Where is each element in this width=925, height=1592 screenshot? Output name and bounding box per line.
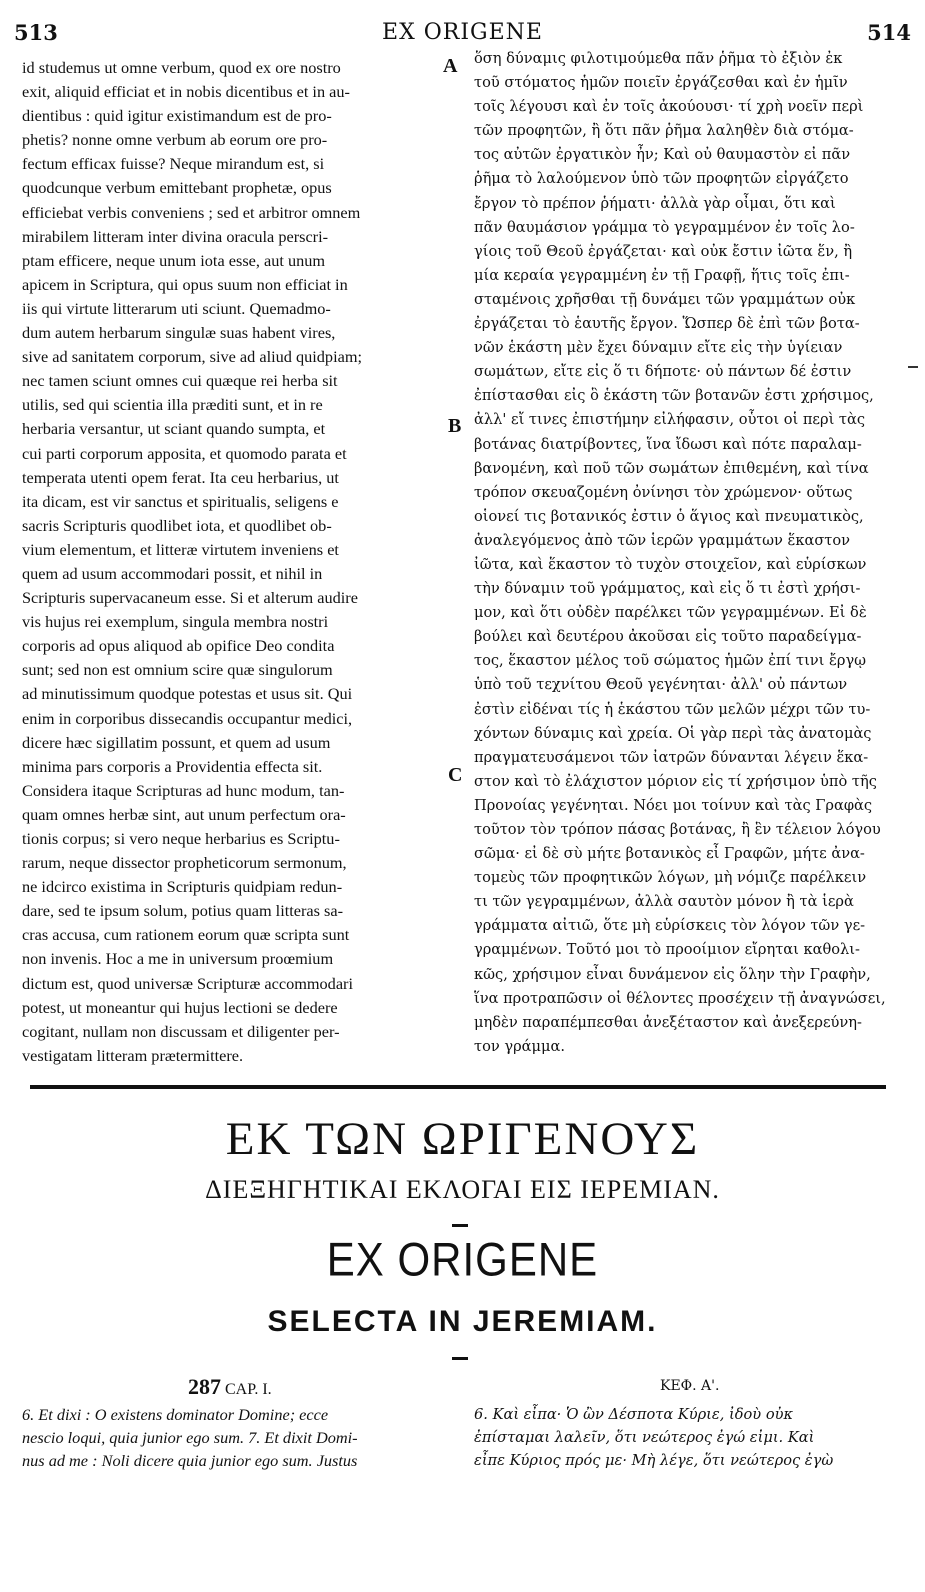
latin-verse-text	[22, 1403, 452, 1472]
latin-text-line: quam omnes herbæ sint, aut unum perfectum ora-	[22, 804, 346, 824]
greek-text-line: μία κεραία γεγραμμένη ἐν τῇ Γραφῇ, ἥτις τοῖς ἐπι-	[474, 266, 850, 284]
section-rule	[30, 1085, 886, 1089]
latin-main-title: EX ORIGENE	[326, 1233, 599, 1286]
greek-text-line: βανομένη, καὶ ποῦ τῶν σωμάτων ἐπιθεμένη, καὶ τίνα	[474, 459, 869, 477]
greek-text-line: τι τῶν γεγραμμένων, ἀλλὰ σαυτὸν μόνον ἢ τὰ ἱερὰ	[474, 893, 854, 911]
latin-text-line: fectum efficax fuisse? Neque mirandum est, si	[22, 154, 325, 174]
latin-text-line: cogitant, nullam non discussam et diligenter per-	[22, 1021, 340, 1041]
greek-text-line: γράμματα αἰτιῶ, ὅτε μὴ εὑρίσκεις τὸν λόγον τῶν γε-	[474, 917, 866, 935]
margin-marker-a: A	[443, 55, 458, 77]
greek-chapter-heading: ΚΕΦ. Α'.	[660, 1378, 720, 1394]
latin-chapter-label: CAP. I.	[225, 1381, 272, 1398]
greek-text-line: βοτάνας διατρίβοντες, ἵνα ἴδωσι καὶ πότε παραλαμ-	[474, 435, 862, 453]
greek-text-line: τος αὐτῶν ἐργατικὸν ἦν; Καὶ οὐ θαυμαστὸν εἰ πᾶν	[474, 146, 851, 164]
latin-text-line: vestigatam litteram prætermittere.	[22, 1045, 244, 1065]
greek-text-line: ἐπίστασθαι εἰς ὃ ἑκάστη τῶν βοτανῶν ἐστι χρήσιμος,	[474, 387, 874, 405]
greek-text-line: σῶμα· εἰ δὲ σὺ μήτε βοτανικὸς εἶ Γραφῶν, μήτε ἀνα-	[474, 845, 865, 863]
column-number: 287	[188, 1374, 221, 1399]
latin-text-line: utilis, sed qui scientia illa præditi sunt, et in re	[22, 395, 323, 415]
latin-text-line: quodcunque verbum emittebant prophetæ, opus	[22, 178, 332, 198]
greek-text-line: ὑπὸ τοῦ τεχνίτου Θεοῦ γεγένηται· ἀλλ' οὐ πάντων	[474, 676, 848, 694]
greek-text-line: ἀναλεγόμενος ἀπὸ τῶν ἱερῶν γραμμάτων ἕκαστον	[474, 531, 851, 549]
latin-text-line: vium elementum, et litteræ virtutem inveniens et	[22, 539, 339, 559]
greek-text-line: πᾶν θαυμάσιον γράμμα τὸ γεγραμμένον ἐν τοῖς λο-	[474, 218, 855, 236]
latin-text-line: ita dicam, est vir sanctus et spiritualis, seligens e	[22, 491, 339, 511]
greek-text-line: τρόπον σκευαζομένη ὀνίνησι τὸν χρώμενον· οὕτως	[474, 483, 853, 501]
greek-text-line: βούλει καὶ δευτέρου ἀκοῦσαι εἰς τοῦτο παραδείγμα-	[474, 628, 862, 646]
latin-text-line: vis hujus rei exemplum, singula membra nostri	[22, 612, 329, 632]
running-title: EX ORIGENE	[382, 20, 543, 45]
latin-text-line: potest, ut moneantur qui hujus lectioni se dedere	[22, 997, 338, 1017]
latin-text-line: non invenis. Hoc a me in universum proœmium	[22, 949, 334, 969]
latin-verse-line: nus ad me : Noli dicere quia junior ego sum. Justus	[22, 1451, 358, 1470]
latin-text-line: nec tamen sciunt omnes cui quæque rei herba sit	[22, 371, 338, 391]
greek-text-line: οἱονεί τις βοτανικός ἐστιν ὁ ἅγιος καὶ πνευματικὸς,	[474, 507, 864, 525]
latin-subtitle: SELECTA IN JEREMIAM.	[267, 1305, 658, 1338]
greek-text-line: σωμάτων, εἴτε εἰς ὅ τι δήποτε· οὐ πάντων δέ ἐστιν	[474, 363, 852, 381]
latin-text-line: efficiebat verbis conveniens ; sed et arbitror omnem	[22, 202, 361, 222]
latin-text-line: quem ad usum accommodari possit, et nihil in	[22, 563, 323, 583]
latin-text-line: iis qui virtute litterarum uti sciunt. Quemadmo-	[22, 298, 331, 318]
latin-chapter-heading	[188, 1374, 272, 1400]
margin-marker-b: B	[448, 415, 462, 437]
greek-text-line: ἐργάζεται τὸ ἑαυτῆς ἔργον. Ὥσπερ δὲ ἐπὶ τῶν βοτα-	[474, 315, 860, 333]
latin-text-line: Scripturis supervacaneum esse. Si et alterum audire	[22, 588, 358, 608]
latin-text-line: ne idcirco existima in Scripturis quidpiam redun-	[22, 877, 343, 897]
greek-text-line: πραγματευσάμενοι τῶν ἰατρῶν δύνανται λέγειν ἕκα-	[474, 748, 869, 766]
latin-text-line: cui parti corporum apposita, et quomodo parata et	[22, 443, 347, 463]
subtitle-dash	[452, 1357, 468, 1360]
greek-text-line: νῶν ἑκάστη μὲν ἔχει δύναμιν εἴτε εἰς τὴν ὑγίειαν	[474, 339, 843, 357]
running-head	[0, 18, 925, 48]
greek-text-line: τος, ἕκαστον μέλος τοῦ σώματος ἡμῶν ἐπί τινι ἔργῳ	[474, 652, 867, 670]
latin-text-line: enim in corporibus dissecandis occupantur medici,	[22, 708, 353, 728]
greek-text-line: τοῖς λέγουσι καὶ ἐν τοῖς ἀκούουσι· τί χρὴ νοεῖν περὶ	[474, 98, 864, 116]
latin-text-line: dictum est, quod universæ Scripturæ accommodari	[22, 973, 353, 993]
greek-main-title: ΕΚ ΤΩΝ ΩΡΙΓΕΝΟΥΣ	[225, 1113, 700, 1165]
margin-marker-c: C	[448, 764, 463, 786]
title-dash	[452, 1224, 468, 1227]
latin-text-line: apicem in Scriptura, qui opus suum non efficiat in	[22, 274, 348, 294]
greek-text-line: ῥῆμα τὸ λαλούμενον ὑπὸ τῶν προφητῶν εἰργάζετο	[474, 170, 849, 188]
latin-text-line: mirabilem litteram inter divina oracula perscri-	[22, 226, 329, 246]
greek-text-line: ἰῶτα, καὶ ἕκαστον τὸ τυχὸν στοιχεῖον, καὶ εὑρίσκων	[474, 555, 867, 573]
latin-text-line: sunt; sed non est omnium scire quæ singulorum	[22, 660, 333, 680]
latin-text-line: ptam efficere, neque unum iota esse, aut unum	[22, 250, 326, 270]
page-number-left: 513	[14, 20, 58, 45]
greek-text-line: τοῦ στόματος ἡμῶν ποιεῖν ἐργάζεσθαι καὶ ἐν ἡμῖν	[474, 74, 848, 92]
greek-text-line: τοῦτον τὸν τρόπον πάσας βοτάνας, ἢ ἓν τέλειον λόγου	[474, 821, 881, 838]
greek-text-line: ἵνα προτραπῶσιν οἱ θέλοντες προσέχειν τῇ ἀναγνώσει,	[474, 989, 886, 1007]
latin-text-line: sive ad sanitatem corporum, sive ad aliud quidpiam;	[22, 347, 363, 367]
latin-text-line: minima pars corporis a Providentia effecta sit.	[22, 756, 323, 776]
latin-text-line: corporis ad opus aliquod ab opifice Deo condita	[22, 636, 335, 656]
latin-text-line: dientibus : quid igitur existimandum est de pro-	[22, 106, 332, 126]
greek-text-line: τομεὺς τῶν προφητικῶν λόγων, μὴ νόμιζε παρέλκειν	[474, 869, 867, 887]
latin-verse-line: nescio loqui, quia junior ego sum. 7. Et dixit Domi-	[22, 1428, 358, 1447]
greek-text-line: μον, καὶ ὅτι οὐδὲν παρέλκει τῶν γεγραμμένων. Εἰ δὲ	[474, 604, 867, 622]
greek-verse-text	[474, 1403, 886, 1472]
greek-text-line: ἀλλ' εἴ τινες ἐπιστήμην εἰλήφασιν, οὗτοι οἱ περὶ τὰς	[474, 411, 866, 429]
greek-verse-line: 6. Καὶ εἶπα· Ὁ ὢν Δέσποτα Κύριε, ἰδοὺ οὐκ	[474, 1406, 794, 1423]
greek-text-column	[474, 47, 886, 1059]
greek-verse-line: εἶπε Κύριος πρός με· Μὴ λέγε, ὅτι νεώτερος ἐγὼ	[474, 1452, 834, 1469]
latin-text-line: sacris Scripturis quodlibet iota, et quodlibet ob-	[22, 515, 332, 535]
greek-text-line: ἐστὶν εἰδέναι τίς ἡ ἑκάστου τῶν μελῶν μέχρι τῶν τυ-	[474, 700, 871, 718]
latin-text-line: Considera itaque Scripturas ad hunc modum, tan-	[22, 780, 345, 800]
latin-verse-line: 6. Et dixi : O existens dominator Domine; ecce	[22, 1405, 329, 1424]
latin-text-line: cras accusa, cum rationem eorum quæ scripta sunt	[22, 925, 350, 945]
latin-text-line: dare, sed te ipsum solum, potius quam litteras sa-	[22, 901, 344, 921]
latin-text-line: dum autem herbarum singulæ suas habent vires,	[22, 323, 336, 343]
greek-text-line: τὴν δύναμιν τοῦ γράμματος, καὶ εἰς ὅ τι ἐστὶ χρήσι-	[474, 580, 861, 598]
latin-text-column	[22, 56, 452, 1068]
greek-verse-line: ἐπίσταμαι λαλεῖν, ὅτι νεώτερος ἐγώ εἰμι. Καὶ	[474, 1429, 815, 1446]
greek-text-line: μηδὲν παραπέμπεσθαι ἀνεξέταστον καὶ ἀνεξερεύνη-	[474, 1013, 862, 1031]
latin-text-line: rarum, neque dissector propheticorum sermonum,	[22, 853, 347, 873]
latin-text-line: id studemus ut omne verbum, quod ex ore nostro	[22, 58, 341, 77]
greek-text-line: χόντων δύναμις καὶ χρεία. Οἱ γὰρ περὶ τὰς ἀνατομὰς	[474, 724, 872, 742]
latin-text-line: temperata utenti opem ferat. Ita ceu herbarius, ut	[22, 467, 339, 487]
latin-text-line: tionis corpus; si vero neque herbarius es Scriptu-	[22, 829, 340, 848]
greek-text-line: γίοις τοῦ Θεοῦ ἐργάζεται· καὶ οὐκ ἔστιν ἰῶτα ἕν, ἢ	[474, 242, 853, 260]
latin-text-line: phetis? nonne omne verbum ab eorum ore pro-	[22, 130, 328, 150]
latin-text-line: exit, aliquid efficiat et in nobis dicentibus et in au-	[22, 82, 350, 102]
greek-text-line: γραμμένων. Τοῦτό μοι τὸ προοίμιον εἴρηται καθολι-	[474, 941, 860, 959]
greek-text-line: ἔργον τὸ πρέπον ῥήματι· ἀλλὰ γὰρ οἶμαι, ὅτι καὶ	[474, 194, 836, 212]
greek-text-line: στον καὶ τὸ ἐλάχιστον μόριον εἰς τί χρήσιμον ὑπὸ τῆς	[474, 772, 877, 790]
page-number-right: 514	[867, 20, 911, 45]
greek-text-line: τον γράμμα.	[474, 1037, 565, 1055]
greek-text-line: σταμένοις χρῆσθαι τῇ δυνάμει τῶν γραμμάτων οὐκ	[474, 290, 856, 308]
greek-text-line: τῶν προφητῶν, ἢ ὅτι πᾶν ῥῆμα λαληθὲν διὰ στόμα-	[474, 122, 854, 140]
latin-text-line: ad minutissimum quodque potestas et usus sit. Qui	[22, 684, 353, 704]
greek-subtitle: ΔΙΕΞΗΓΗΤΙΚΑΙ ΕΚΛΟΓΑΙ ΕΙΣ ΙΕΡΕΜΙΑΝ.	[205, 1175, 720, 1204]
greek-text-line: Προνοίας γεγένηται. Νόει μοι τοίνυν καὶ τὰς Γραφὰς	[474, 796, 873, 814]
latin-text-line: dicere hæc sigillatim possunt, et quem ad usum	[22, 732, 331, 752]
margin-dash	[908, 366, 918, 368]
greek-text-line: κῶς, χρήσιμον εἶναι δυνάμενον εἰς ὅλην τὴν Γραφὴν,	[474, 965, 871, 983]
latin-text-line: herbaria versantur, ut sciant quando sumpta, et	[22, 419, 326, 439]
greek-text-line: ὅση δύναμις φιλοτιμούμεθα πᾶν ῥῆμα τὸ ἐξιὸν ἐκ	[474, 50, 843, 67]
